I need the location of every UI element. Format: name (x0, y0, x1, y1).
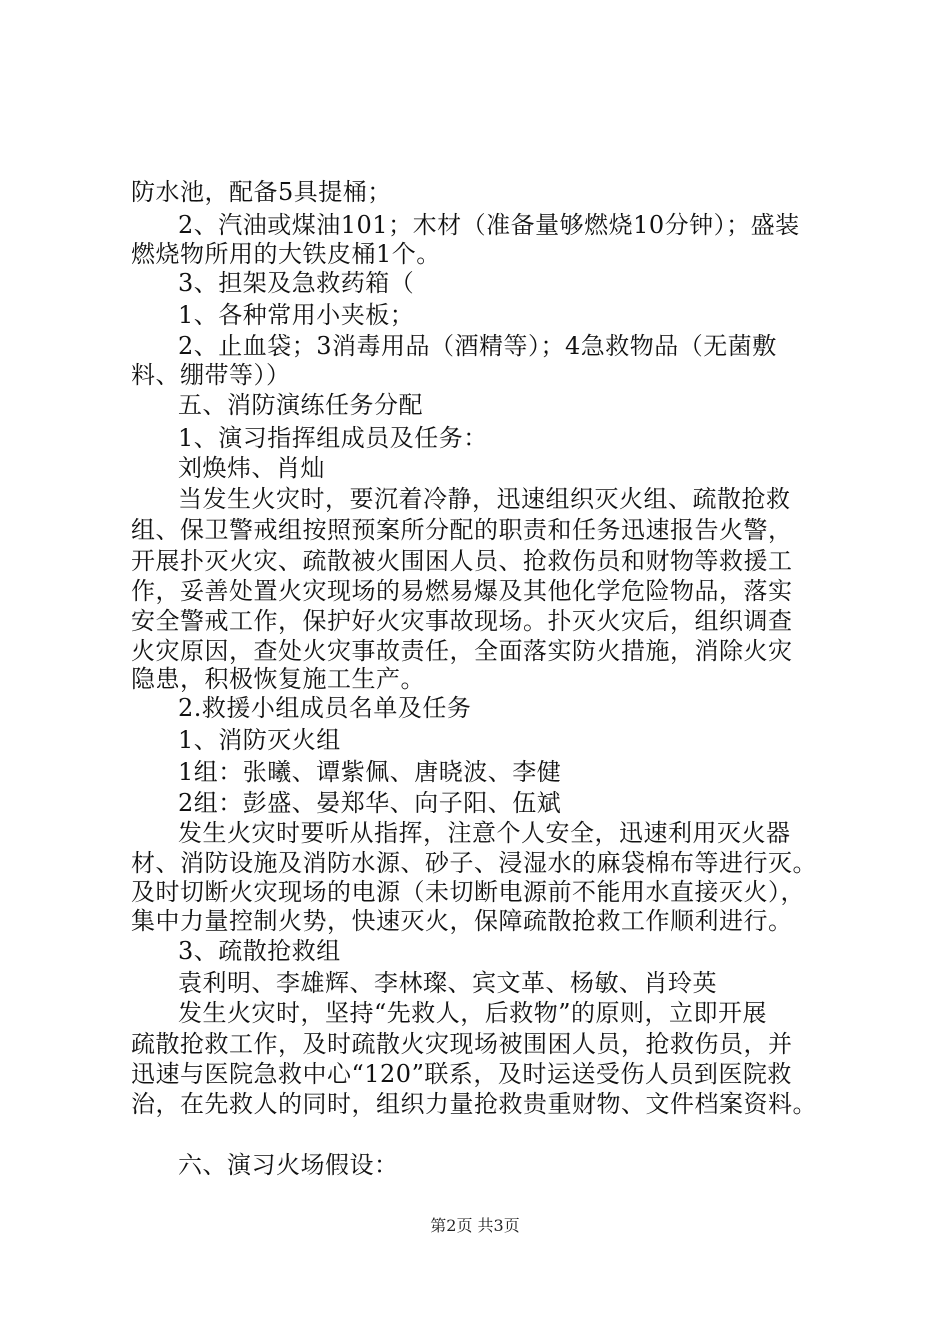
text-line: 材、消防设施及消防水源、砂子、浸湿水的麻袋棉布等进行灭。 (131, 849, 817, 877)
text-line: 燃烧物所用的大铁皮桶1个。 (131, 240, 441, 268)
text-line: 1、消防灭火组 (178, 726, 341, 754)
text-line: 2、止血袋；3消毒用品（酒精等）；4急救物品（无菌敷 (178, 332, 777, 360)
text-line: 火灾原因，查处火灾事故责任，全面落实防火措施，消除火灾 (131, 637, 793, 665)
section-heading: 五、消防演练任务分配 (178, 391, 423, 419)
text-line: 集中力量控制火势，快速灭火，保障疏散抢救工作顺利进行。 (131, 907, 793, 935)
text-line: 防水池，配备5具提桶； (131, 178, 392, 206)
text-line: 袁利明、李雄辉、李林璨、宾文革、杨敏、肖玲英 (178, 969, 717, 997)
page-footer: 第2页 共3页 (430, 1216, 520, 1235)
text-line: 1、各种常用小夹板； (178, 301, 415, 329)
text-line: 隐患，积极恢复施工生产。 (131, 665, 425, 693)
text-line: 开展扑灭火灾、疏散被火围困人员、抢救伤员和财物等救援工 (131, 547, 793, 575)
text-line: 组、保卫警戒组按照预案所分配的职责和任务迅速报告火警， (131, 516, 793, 544)
text-line: 及时切断火灾现场的电源（未切断电源前不能用水直接灭火）， (131, 878, 805, 906)
text-line: 3、疏散抢救组 (178, 937, 341, 965)
text-line: 发生火灾时，坚持“先救人，后救物”的原则，立即开展 (178, 999, 768, 1027)
text-line: 2、汽油或煤油101；木材（准备量够燃烧10分钟）；盛装 (178, 211, 800, 239)
text-line: 2组：彭盛、晏郑华、向子阳、伍斌 (178, 789, 562, 817)
section-heading: 六、演习火场假设： (178, 1151, 399, 1179)
text-line: 迅速与医院急救中心“120”联系，及时运送受伤人员到医院救 (131, 1060, 792, 1088)
text-line: 治，在先救人的同时，组织力量抢救贵重财物、文件档案资料。 (131, 1090, 817, 1118)
text-line: 当发生火灾时，要沉着冷静，迅速组织灭火组、疏散抢救 (178, 485, 791, 513)
text-line: 发生火灾时要听从指挥，注意个人安全，迅速利用灭火器 (178, 819, 791, 847)
text-line: 1组：张曦、谭紫佩、唐晓波、李健 (178, 758, 562, 786)
text-line: 安全警戒工作，保护好火灾事故现场。扑灭火灾后，组织调查 (131, 607, 793, 635)
text-line: 2.救援小组成员名单及任务 (178, 694, 472, 722)
text-line: 疏散抢救工作，及时疏散火灾现场被围困人员，抢救伤员，并 (131, 1030, 793, 1058)
text-line: 刘焕炜、肖灿 (178, 454, 325, 482)
text-line: 作，妥善处置火灾现场的易燃易爆及其他化学危险物品，落实 (131, 577, 793, 605)
text-line: 3、担架及急救药箱（ (178, 269, 415, 297)
text-line: 料、绷带等）） (131, 361, 291, 389)
text-line: 1、演习指挥组成员及任务： (178, 424, 488, 452)
